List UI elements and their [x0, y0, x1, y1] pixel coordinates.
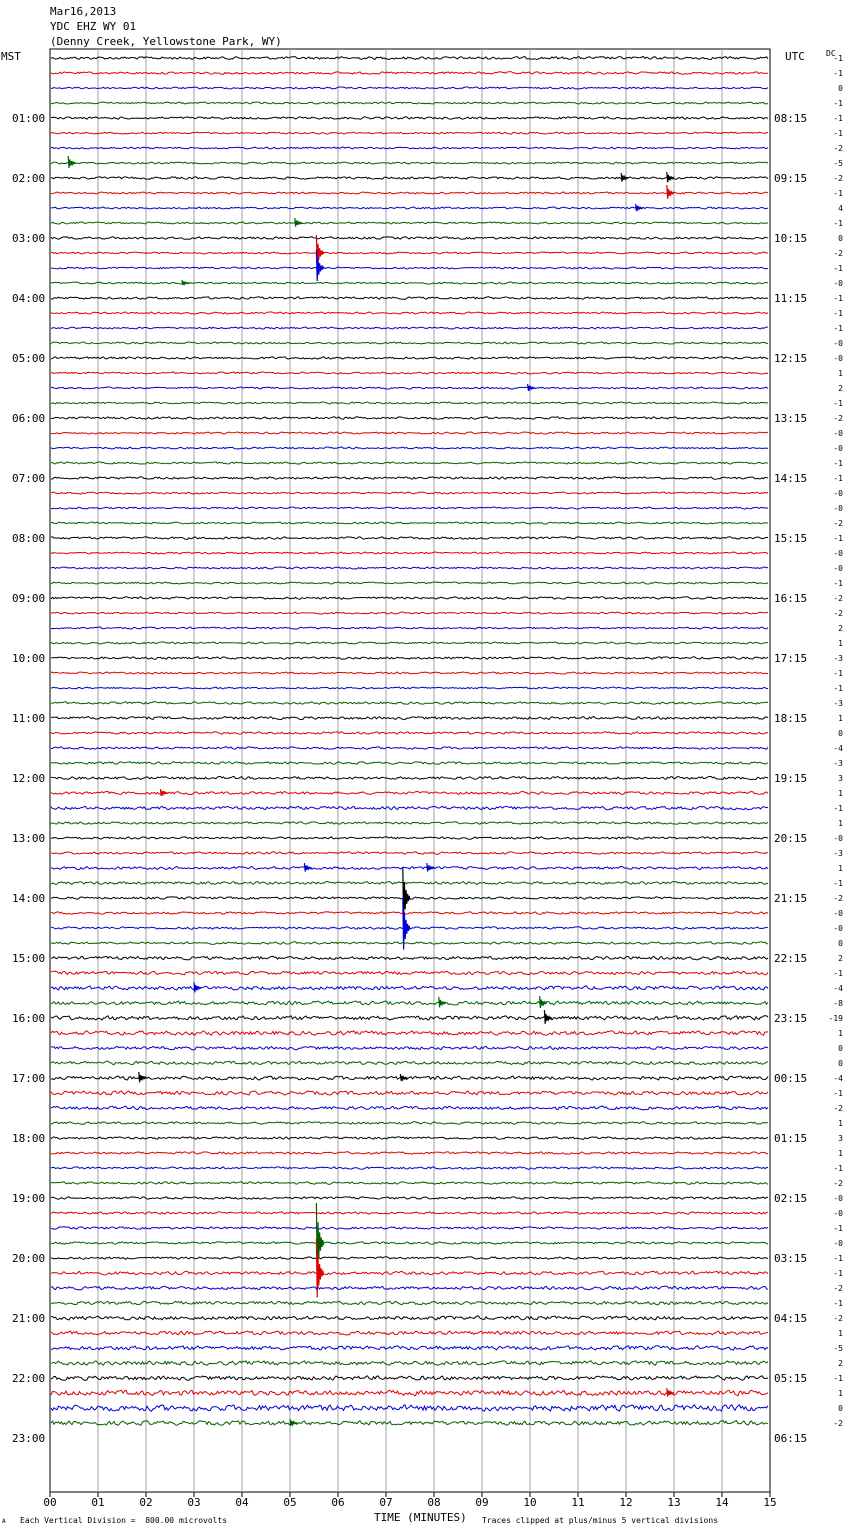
- hour-label-left: 07:00: [12, 472, 46, 485]
- dc-offset-label: -1: [833, 114, 843, 123]
- dc-offset-label: 1: [838, 369, 843, 378]
- dc-offset-label: -0: [833, 444, 843, 453]
- dc-offset-label: 1: [838, 1029, 843, 1038]
- trace-row: [51, 117, 768, 119]
- dc-offset-label: -1: [833, 54, 843, 63]
- trace-row: [51, 1031, 768, 1035]
- hour-label-right: 17:15: [774, 652, 808, 665]
- dc-offset-label: -1: [833, 879, 843, 888]
- hour-label-right: 22:15: [774, 952, 808, 965]
- dc-offset-label: 0: [838, 1059, 843, 1068]
- dc-offset-label: 1: [838, 639, 843, 648]
- dc-offset-label: -1: [833, 1254, 843, 1263]
- trace-row: [51, 57, 768, 60]
- hour-label-left: 06:00: [12, 412, 46, 425]
- hour-label-right: 20:15: [774, 832, 808, 845]
- trace-row: [51, 867, 768, 870]
- trace-row: [51, 1212, 768, 1215]
- hour-label-right: 02:15: [774, 1192, 808, 1205]
- trace-row: [51, 1106, 768, 1110]
- trace-row: [51, 717, 768, 720]
- trace-row: [51, 1242, 768, 1245]
- x-tick-label: 14: [715, 1496, 729, 1509]
- trace-row: [51, 297, 768, 300]
- trace-row: [51, 1182, 768, 1185]
- trace-row: [51, 942, 768, 945]
- trace-row: [51, 402, 768, 404]
- dc-offset-label: -1: [833, 99, 843, 108]
- trace-row: [51, 852, 768, 855]
- event-spike: [667, 185, 674, 199]
- trace-row: [51, 1301, 768, 1305]
- dc-offset-label: 0: [838, 234, 843, 243]
- left-timezone-label: MST: [1, 50, 21, 63]
- dc-offset-label: -2: [833, 249, 843, 258]
- dc-offset-label: -0: [833, 549, 843, 558]
- dc-offset-label: 0: [838, 84, 843, 93]
- dc-offset-label: -1: [833, 1374, 843, 1383]
- hour-label-right: 06:15: [774, 1432, 808, 1445]
- dc-offset-label: -1: [833, 804, 843, 813]
- trace-row: [51, 1091, 768, 1095]
- x-tick-label: 06: [331, 1496, 345, 1509]
- hour-label-left: 05:00: [12, 352, 46, 365]
- hour-label-left: 10:00: [12, 652, 46, 665]
- trace-row: [51, 1316, 768, 1320]
- dc-offset-label: -1: [833, 1299, 843, 1308]
- trace-row: [51, 147, 768, 149]
- dc-offset-label: -2: [833, 144, 843, 153]
- dc-offset-label: 1: [838, 714, 843, 723]
- dc-offset-label: -0: [833, 279, 843, 288]
- dc-offset-label: -0: [833, 834, 843, 843]
- dc-offset-label: -2: [833, 1284, 843, 1293]
- dc-offset-label: -2: [833, 174, 843, 183]
- event-spike: [68, 156, 75, 168]
- event-spike: [427, 863, 434, 872]
- dc-offset-label: -4: [833, 1074, 843, 1083]
- trace-row: [51, 462, 768, 464]
- hour-label-left: 08:00: [12, 532, 46, 545]
- dc-offset-label: -3: [833, 759, 843, 768]
- x-tick-label: 01: [91, 1496, 105, 1509]
- event-spike: [304, 863, 311, 872]
- hour-label-right: 04:15: [774, 1312, 808, 1325]
- trace-row: [51, 1152, 768, 1155]
- hour-label-left: 02:00: [12, 172, 46, 185]
- dc-offset-label: -1: [833, 579, 843, 588]
- location-label: (Denny Creek, Yellowstone Park, WY): [50, 35, 282, 48]
- hour-label-left: 22:00: [12, 1372, 46, 1385]
- hour-label-right: 05:15: [774, 1372, 808, 1385]
- dc-offset-label: -1: [833, 474, 843, 483]
- dc-offset-label: -0: [833, 1209, 843, 1218]
- dc-offset-label: -19: [828, 1014, 843, 1023]
- hour-label-left: 04:00: [12, 292, 46, 305]
- trace-row: [51, 881, 768, 884]
- dc-offset-label: -1: [833, 189, 843, 198]
- trace-row: [51, 1346, 768, 1350]
- hour-label-left: 14:00: [12, 892, 46, 905]
- hour-label-right: 21:15: [774, 892, 808, 905]
- hour-label-right: 11:15: [774, 292, 808, 305]
- x-tick-label: 00: [43, 1496, 57, 1509]
- trace-row: [51, 1286, 768, 1290]
- dc-offset-label: -1: [833, 129, 843, 138]
- trace-row: [51, 912, 768, 915]
- x-tick-label: 12: [619, 1496, 633, 1509]
- trace-row: [51, 387, 768, 389]
- event-spike: [403, 868, 410, 920]
- trace-row: [51, 597, 768, 600]
- trace-row: [51, 762, 768, 764]
- trace-row: [51, 702, 768, 705]
- trace-row: [51, 1390, 768, 1395]
- trace-row: [51, 687, 768, 689]
- dc-offset-label: -2: [833, 519, 843, 528]
- dc-offset-label: -2: [833, 1179, 843, 1188]
- x-axis-title: TIME (MINUTES): [374, 1511, 467, 1524]
- trace-row: [51, 1122, 768, 1125]
- trace-row: [51, 1076, 768, 1080]
- trace-row: [51, 1331, 768, 1335]
- hour-label-right: 19:15: [774, 772, 808, 785]
- dc-offset-label: -0: [833, 429, 843, 438]
- hour-label-left: 01:00: [12, 112, 46, 125]
- hour-label-left: 23:00: [12, 1432, 46, 1445]
- trace-row: [51, 822, 768, 825]
- dc-offset-label: -1: [833, 399, 843, 408]
- dc-offset-label: 0: [838, 729, 843, 738]
- trace-row: [51, 567, 768, 569]
- event-spike: [290, 1419, 297, 1426]
- x-tick-label: 08: [427, 1496, 441, 1509]
- hour-label-right: 01:15: [774, 1132, 808, 1145]
- trace-row: [51, 1061, 768, 1064]
- hour-label-left: 20:00: [12, 1252, 46, 1265]
- trace-row: [51, 627, 768, 629]
- dc-offset-label: -2: [833, 1314, 843, 1323]
- trace-row: [51, 162, 768, 164]
- dc-offset-label: -0: [833, 339, 843, 348]
- trace-row: [51, 956, 768, 960]
- dc-offset-label: -1: [833, 69, 843, 78]
- trace-row: [51, 312, 768, 314]
- corner-mark: A: [2, 1518, 6, 1525]
- hour-label-right: 18:15: [774, 712, 808, 725]
- dc-offset-label: 1: [838, 1389, 843, 1398]
- dc-offset-label: -2: [833, 1104, 843, 1113]
- dc-offset-label: -2: [833, 1419, 843, 1428]
- hour-label-right: 16:15: [774, 592, 808, 605]
- dc-offset-label: -1: [833, 969, 843, 978]
- trace-row: [51, 417, 768, 419]
- dc-offset-label: 2: [838, 954, 843, 963]
- hour-label-left: 21:00: [12, 1312, 46, 1325]
- trace-row: [51, 1046, 768, 1050]
- hour-label-right: 00:15: [774, 1072, 808, 1085]
- dc-offset-label: 0: [838, 1044, 843, 1053]
- hour-label-left: 15:00: [12, 952, 46, 965]
- dc-offset-label: -1: [833, 1269, 843, 1278]
- hour-label-right: 03:15: [774, 1252, 808, 1265]
- dc-offset-label: -1: [833, 669, 843, 678]
- dc-offset-label: -0: [833, 489, 843, 498]
- event-spike: [667, 172, 674, 182]
- x-tick-label: 09: [475, 1496, 489, 1509]
- dc-offset-label: 3: [838, 1134, 843, 1143]
- dc-offset-label: -0: [833, 924, 843, 933]
- trace-row: [51, 267, 768, 269]
- label-layer: [12, 54, 843, 1509]
- trace-row: [51, 447, 768, 449]
- dc-offset-label: -8: [833, 999, 843, 1008]
- trace-row: [51, 1167, 768, 1169]
- trace-row: [51, 791, 768, 794]
- scale-note: Each Vertical Division = 800.00 microvolts: [20, 1516, 228, 1525]
- dc-offset-label: 4: [838, 204, 843, 213]
- trace-row: [51, 177, 768, 179]
- hour-label-left: 12:00: [12, 772, 46, 785]
- dc-offset-label: -1: [833, 1164, 843, 1173]
- dc-offset-label: -1: [833, 324, 843, 333]
- dc-offset-label: -0: [833, 564, 843, 573]
- trace-row: [51, 837, 768, 839]
- trace-row: [51, 642, 768, 644]
- dc-offset-label: -0: [833, 1239, 843, 1248]
- dc-offset-label: -0: [833, 1194, 843, 1203]
- hour-label-right: 12:15: [774, 352, 808, 365]
- event-spike: [667, 1388, 674, 1397]
- trace-row: [51, 1001, 768, 1005]
- x-tick-label: 15: [763, 1496, 777, 1509]
- dc-offset-label: 1: [838, 789, 843, 798]
- hour-label-left: 03:00: [12, 232, 46, 245]
- x-tick-label: 03: [187, 1496, 201, 1509]
- trace-row: [51, 657, 768, 660]
- trace-row: [51, 612, 768, 614]
- trace-row: [51, 432, 768, 434]
- dc-offset-label: -3: [833, 699, 843, 708]
- plot-frame: [50, 49, 770, 1492]
- clip-note: Traces clipped at plus/minus 5 vertical divisions: [482, 1516, 719, 1525]
- hour-label-left: 17:00: [12, 1072, 46, 1085]
- grid-layer: [50, 49, 770, 1497]
- hour-label-right: 10:15: [774, 232, 808, 245]
- dc-offset-label: -1: [833, 1089, 843, 1098]
- dc-offset-label: -4: [833, 984, 843, 993]
- dc-offset-label: -2: [833, 609, 843, 618]
- event-spike: [295, 218, 302, 227]
- trace-row: [51, 537, 768, 540]
- trace-row: [51, 222, 768, 224]
- dc-offset-label: 1: [838, 819, 843, 828]
- x-tick-label: 02: [139, 1496, 153, 1509]
- event-spike: [439, 997, 446, 1007]
- trace-row: [51, 477, 768, 479]
- dc-offset-label: 2: [838, 624, 843, 633]
- dc-offset-label: -2: [833, 594, 843, 603]
- dc-offset-label: -1: [833, 309, 843, 318]
- trace-row: [51, 207, 768, 209]
- event-spike: [139, 1072, 146, 1082]
- trace-row: [51, 747, 768, 749]
- hour-label-left: 09:00: [12, 592, 46, 605]
- trace-row: [51, 1376, 768, 1381]
- x-tick-label: 04: [235, 1496, 249, 1509]
- trace-row: [51, 582, 768, 584]
- x-tick-label: 07: [379, 1496, 393, 1509]
- dc-offset-label: -4: [833, 744, 843, 753]
- dc-offset-label: -1: [833, 534, 843, 543]
- dc-offset-label: 1: [838, 1329, 843, 1338]
- trace-row: [51, 357, 768, 359]
- hour-label-right: 13:15: [774, 412, 808, 425]
- trace-row: [51, 806, 768, 810]
- trace-row: [51, 87, 768, 89]
- trace-row: [51, 1361, 768, 1365]
- event-spike: [544, 1010, 551, 1024]
- dc-offset-label: 2: [838, 384, 843, 393]
- trace-row: [51, 507, 768, 509]
- dc-offset-label: 3: [838, 774, 843, 783]
- trace-row: [51, 192, 768, 194]
- dc-header-label: DC: [826, 49, 836, 58]
- hour-label-left: 16:00: [12, 1012, 46, 1025]
- dc-offset-label: -1: [833, 219, 843, 228]
- trace-row: [51, 1271, 768, 1275]
- trace-row: [51, 552, 768, 554]
- dc-offset-label: -1: [833, 1224, 843, 1233]
- hour-label-right: 14:15: [774, 472, 808, 485]
- dc-offset-label: -5: [833, 159, 843, 168]
- dc-offset-label: -3: [833, 654, 843, 663]
- trace-row: [51, 72, 768, 75]
- dc-offset-label: -0: [833, 354, 843, 363]
- hour-label-left: 18:00: [12, 1132, 46, 1145]
- event-spike: [160, 789, 167, 796]
- x-tick-label: 05: [283, 1496, 297, 1509]
- station-label: YDC EHZ WY 01: [50, 20, 137, 33]
- trace-row: [51, 971, 768, 975]
- trace-row: [51, 1197, 768, 1199]
- trace-row: [51, 986, 768, 990]
- dc-offset-label: -1: [833, 459, 843, 468]
- trace-row: [51, 282, 768, 284]
- date-label: Mar16,2013: [50, 5, 117, 18]
- hour-label-left: 11:00: [12, 712, 46, 725]
- dc-offset-label: -1: [833, 264, 843, 273]
- dc-offset-label: 1: [838, 1149, 843, 1158]
- event-spike: [621, 173, 628, 182]
- trace-row: [51, 1421, 768, 1426]
- event-spike: [528, 384, 535, 391]
- dc-offset-label: -3: [833, 849, 843, 858]
- dc-offset-label: -0: [833, 504, 843, 513]
- trace-row: [51, 342, 768, 344]
- hour-label-right: 08:15: [774, 112, 808, 125]
- dc-offset-label: 0: [838, 939, 843, 948]
- trace-row: [51, 1137, 768, 1140]
- hour-label-right: 23:15: [774, 1012, 808, 1025]
- trace-row: [51, 1405, 768, 1411]
- dc-offset-label: -2: [833, 894, 843, 903]
- trace-row: [51, 492, 768, 494]
- dc-offset-label: 0: [838, 1404, 843, 1413]
- hour-label-left: 19:00: [12, 1192, 46, 1205]
- trace-row: [51, 672, 768, 674]
- hour-label-left: 13:00: [12, 832, 46, 845]
- event-spike: [540, 996, 547, 1008]
- trace-row: [51, 1257, 768, 1260]
- trace-row: [51, 1227, 768, 1230]
- x-tick-label: 13: [667, 1496, 681, 1509]
- right-timezone-label: UTC: [785, 50, 805, 63]
- hour-label-right: 15:15: [774, 532, 808, 545]
- hour-label-right: 09:15: [774, 172, 808, 185]
- trace-row: [51, 102, 768, 104]
- dc-offset-label: -0: [833, 909, 843, 918]
- dc-offset-label: -2: [833, 414, 843, 423]
- trace-row: [51, 732, 768, 734]
- trace-row: [51, 252, 768, 254]
- dc-offset-label: -1: [833, 684, 843, 693]
- dc-offset-label: -1: [833, 294, 843, 303]
- dc-offset-label: 2: [838, 1359, 843, 1368]
- trace-row: [51, 237, 768, 239]
- trace-row: [51, 372, 768, 374]
- trace-layer: [51, 57, 768, 1426]
- event-spike: [182, 280, 189, 285]
- event-spike: [636, 204, 643, 211]
- trace-row: [51, 776, 768, 779]
- x-tick-label: 10: [523, 1496, 537, 1509]
- dc-offset-label: 1: [838, 1119, 843, 1128]
- trace-row: [51, 1016, 768, 1020]
- dc-offset-label: -5: [833, 1344, 843, 1353]
- trace-row: [51, 132, 768, 134]
- x-tick-label: 11: [571, 1496, 585, 1509]
- trace-row: [51, 327, 768, 329]
- dc-offset-label: 1: [838, 864, 843, 873]
- event-spike: [194, 982, 201, 992]
- trace-row: [51, 522, 768, 524]
